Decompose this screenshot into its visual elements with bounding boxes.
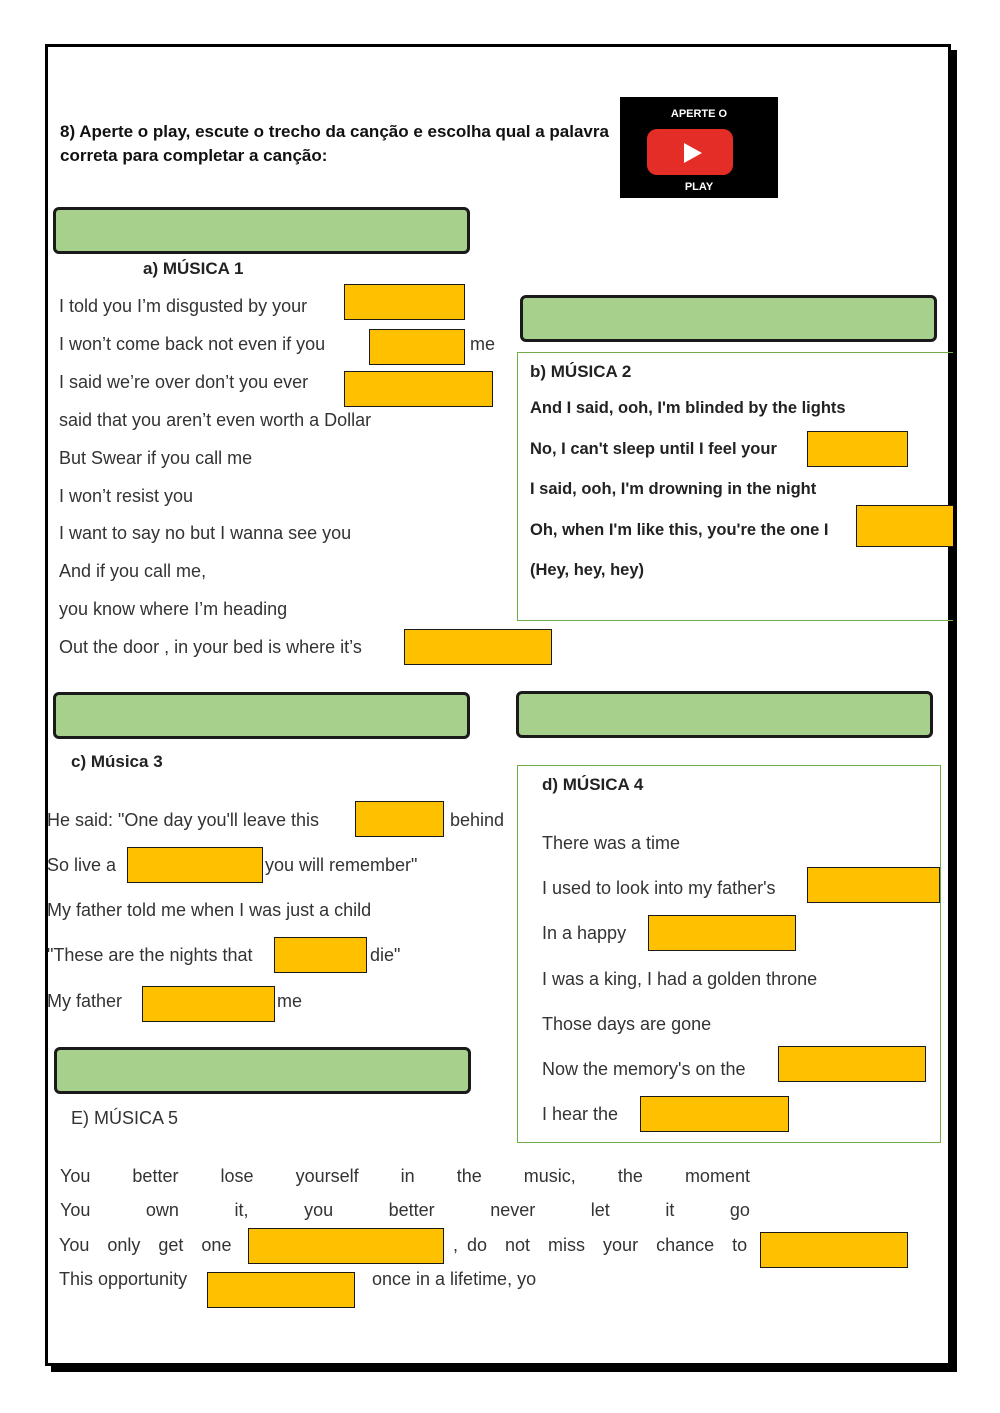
play-icon [647, 129, 733, 175]
song5-line-3a: You only get one [59, 1235, 232, 1255]
blank-2-1[interactable] [807, 431, 908, 467]
song4-panel [517, 765, 941, 1143]
answer-drop-zone-1[interactable] [53, 207, 470, 254]
song1-line-10: Out the door , in your bed is where it’s [59, 637, 362, 657]
blank-4-2[interactable] [648, 915, 796, 951]
song1-line-6: I won’t resist you [59, 486, 194, 506]
instruction-text: 8) Aperte o play, escute o trecho da canção e escolha qual a palavra correta para completar a canção: [60, 122, 609, 165]
song2-line-4: Oh, when I'm like this, you're the one I [530, 521, 829, 539]
song3-line-5: My father [47, 991, 123, 1011]
song1-line-7: I want to say no but I wanna see you [59, 523, 352, 543]
song5-word: you [304, 1200, 334, 1220]
song4-line-7: I hear the [542, 1104, 619, 1124]
blank-4-4[interactable] [640, 1096, 789, 1132]
blank-5-2[interactable] [760, 1232, 908, 1268]
song3-line-1b: behind [450, 810, 505, 830]
song3-line-3: My father told me when I was just a child [47, 900, 372, 920]
song4-line-3: In a happy [542, 923, 627, 943]
song4-line-6: Now the memory's on the [542, 1059, 746, 1079]
song5-word: it, [234, 1200, 249, 1220]
blank-3-4[interactable] [142, 986, 275, 1022]
play-video-button[interactable] [620, 97, 778, 198]
song1-line-5: But Swear if you call me [59, 448, 253, 468]
answer-drop-zone-3[interactable] [53, 692, 470, 739]
blank-5-3[interactable] [207, 1272, 355, 1308]
song3-line-4b: die" [370, 945, 401, 965]
song5-word: it [665, 1200, 675, 1220]
song3-line-5b: me [277, 991, 303, 1011]
song4-line-2: I used to look into my father's [542, 878, 776, 898]
blank-3-3[interactable] [274, 937, 367, 973]
song5-heading: E) MÚSICA 5 [71, 1108, 179, 1128]
song2-heading: b) MÚSICA 2 [530, 362, 632, 381]
song1-line-9: you know where I’m heading [59, 599, 288, 619]
song5-word: lose [220, 1166, 254, 1186]
song4-heading: d) MÚSICA 4 [542, 775, 644, 794]
song5-line-4b: once in a lifetime, yo [372, 1269, 537, 1289]
song3-line-2: So live a [47, 855, 117, 875]
song5-line-1 [60, 1166, 750, 1187]
song5-word: the [456, 1166, 482, 1186]
song2-line-5: (Hey, hey, hey) [530, 561, 645, 579]
blank-4-3[interactable] [778, 1046, 926, 1082]
song3-line-4: "These are the nights that [47, 945, 253, 965]
song4-line-4: I was a king, I had a golden throne [542, 969, 818, 989]
song5-word: the [617, 1166, 643, 1186]
song5-word: never [490, 1200, 536, 1220]
song3-line-2b: you will remember" [265, 855, 418, 875]
blank-5-1[interactable] [248, 1228, 444, 1264]
song4-line-5: Those days are gone [542, 1014, 712, 1034]
song5-word: You [60, 1166, 91, 1186]
blank-1-3[interactable] [344, 371, 493, 407]
song5-word: better [388, 1200, 435, 1220]
song5-line-3b: , do not miss your chance to [453, 1235, 748, 1255]
song2-line-2: No, I can't sleep until I feel your [530, 440, 777, 458]
song4-line-1: There was a time [542, 833, 681, 853]
blank-1-4[interactable] [404, 629, 552, 665]
song1-line-2b: me [470, 334, 496, 354]
blank-1-2[interactable] [369, 329, 465, 365]
song2-line-1: And I said, ooh, I'm blinded by the lights [530, 399, 846, 417]
song5-word: music, [523, 1166, 576, 1186]
song5-word: better [132, 1166, 179, 1186]
song1-line-2: I won’t come back not even if you [59, 334, 326, 354]
song5-line-2 [60, 1200, 750, 1221]
song1-line-4: said that you aren’t even worth a Dollar [59, 410, 372, 430]
blank-4-1[interactable] [807, 867, 940, 903]
song3-line-1: He said: "One day you'll leave this [47, 810, 319, 830]
song5-word: in [400, 1166, 415, 1186]
song3-heading: c) Música 3 [71, 752, 163, 771]
blank-1-1[interactable] [344, 284, 465, 320]
answer-drop-zone-2[interactable] [520, 295, 937, 342]
blank-3-2[interactable] [127, 847, 263, 883]
song5-word: own [145, 1200, 179, 1220]
song1-line-8: And if you call me, [59, 561, 207, 581]
song5-word: yourself [295, 1166, 359, 1186]
answer-drop-zone-5[interactable] [54, 1047, 471, 1094]
song5-word: moment [684, 1166, 750, 1186]
blank-3-1[interactable] [355, 801, 444, 837]
song1-heading: a) MÚSICA 1 [143, 259, 244, 278]
play-top-label: APERTE O [670, 108, 728, 120]
play-bottom-label: PLAY [684, 181, 714, 193]
song5-word: You [60, 1200, 91, 1220]
song5-word: let [590, 1200, 610, 1220]
song5-line-4a: This opportunity [59, 1269, 188, 1289]
answer-drop-zone-4[interactable] [516, 691, 933, 738]
blank-2-2[interactable] [856, 505, 953, 547]
song1-line-3: I said we’re over don’t you ever [59, 372, 309, 392]
song2-line-3: I said, ooh, I'm drowning in the night [530, 480, 817, 498]
song1-line-1: I told you I’m disgusted by your [59, 296, 308, 316]
song5-word: go [729, 1200, 750, 1220]
